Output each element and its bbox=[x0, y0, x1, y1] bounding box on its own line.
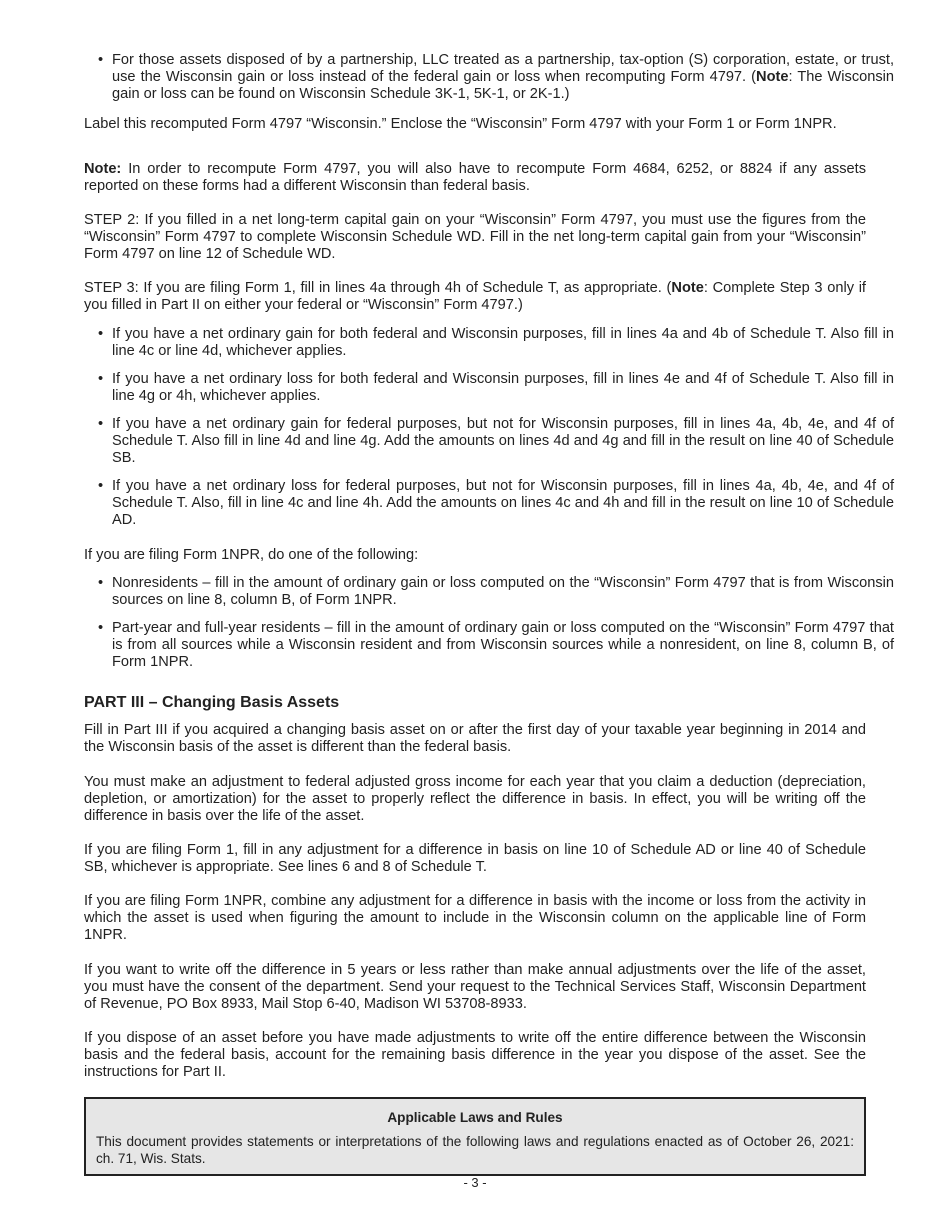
label-paragraph: Label this recomputed Form 4797 “Wisconsin.” Enclose the “Wisconsin” Form 4797 with your Form 1 or Form 1NPR. bbox=[84, 116, 837, 132]
step-2-paragraph: STEP 2: If you filled in a net long-term capital gain on your “Wisconsin” Form 4797, you must use the figures from the “Wisconsin” Form 4797 to complete Wisconsin Schedule WD. Fill in the net long-term capital gain from your “Wisconsin” Form 4797 on line 12 of Schedule WD. bbox=[84, 212, 866, 262]
step-3-bullet-4: • If you have a net ordinary loss for federal purposes, but not for Wisconsin purposes, fill in lines 4a, 4b, 4e, and 4f of Schedule T. Also, fill in line 4c and line 4h. Add the amounts on lines 4c and 4h and fill in the result on line 10 of Schedule AD. bbox=[84, 478, 894, 529]
page-number: - 3 - bbox=[463, 1175, 487, 1190]
part-3-paragraph-5: If you want to write off the difference in 5 years or less rather than make annual adjustments over the life of the asset, you must have the consent of the department. Send your request to the Technical Services Staff, Wisconsin Department of Revenue, PO Box 8933, Mail Stop 6-40, Madison WI 53708-8933. bbox=[84, 962, 866, 1012]
step-3-bullet-2: • If you have a net ordinary loss for both federal and Wisconsin purposes, fill in lines 4e and 4f of Schedule T. Also fill in line 4g or 4h, whichever applies. bbox=[84, 371, 894, 405]
applicable-laws-box bbox=[84, 1097, 866, 1176]
part-3-paragraph-4: If you are filing Form 1NPR, combine any adjustment for a difference in basis with the income or loss from the activity in which the asset is used when figuring the amount to include in the Wisconsin column on the applicable line of Form 1NPR. bbox=[84, 893, 866, 943]
applicable-laws-title: Applicable Laws and Rules bbox=[387, 1110, 563, 1125]
step-3-bullet-1: • If you have a net ordinary gain for both federal and Wisconsin purposes, fill in lines 4a and 4b of Schedule T. Also fill in line 4c or line 4d, whichever applies. bbox=[84, 326, 894, 360]
applicable-laws-text: This document provides statements or interpretations of the following laws and regulations enacted as of October 26, 2021: ch. 71, Wis. Stats. bbox=[96, 1134, 854, 1166]
part-3-paragraph-1: Fill in Part III if you acquired a changing basis asset on or after the first day of your taxable year beginning in 2014 and the Wisconsin basis of the asset is different than the federal basis. bbox=[84, 722, 866, 755]
bullet-disposed-assets: • For those assets disposed of by a partnership, LLC treated as a partnership, tax-option (S) corporation, estate, or trust, use the Wisconsin gain or loss instead of the federal gain or loss when recomputing Form 4797. (Note: The Wisconsin gain or loss can be found on Wisconsin Schedule 3K-1, 5K-1, or 2K-1.) bbox=[84, 52, 894, 103]
step-3-bullet-3: • If you have a net ordinary gain for federal purposes, but not for Wisconsin purposes, fill in lines 4a, 4b, 4e, and 4f of Schedule T. Also fill in line 4d and line 4g. Add the amounts on lines 4d and 4g and fill in the result on line 40 of Schedule SB. bbox=[84, 416, 894, 467]
npr-intro: If you are filing Form 1NPR, do one of the following: bbox=[84, 547, 419, 563]
part-3-paragraph-2: You must make an adjustment to federal adjusted gross income for each year that you claim a deduction (depreciation, depletion, or amortization) for the asset to properly reflect the difference in basis. In effect, you will be writing off the difference in basis over the life of the asset. bbox=[84, 774, 866, 824]
recompute-note: Note: In order to recompute Form 4797, you will also have to recompute Form 4684, 6252, or 8824 if any assets reported on these forms had a different Wisconsin than federal basis. bbox=[84, 161, 866, 194]
step-3-paragraph: STEP 3: If you are filing Form 1, fill in lines 4a through 4h of Schedule T, as appropriate. (Note: Complete Step 3 only if you filled in Part II on either your federal or “Wisconsin” Form 4797.) bbox=[84, 280, 866, 313]
part-3-heading: PART III – Changing Basis Assets bbox=[84, 694, 340, 711]
npr-bullet-nonresidents: • Nonresidents – fill in the amount of ordinary gain or loss computed on the “Wisconsin” Form 4797 that is from Wisconsin sources on line 8, column B, of Form 1NPR. bbox=[84, 575, 894, 609]
npr-bullet-residents: • Part-year and full-year residents – fill in the amount of ordinary gain or loss computed on the “Wisconsin” Form 4797 that is from all sources while a Wisconsin resident and from Wisconsin sources while a nonresident, on line 8, column B, of Form 1NPR. bbox=[84, 620, 894, 671]
part-3-paragraph-6: If you dispose of an asset before you have made adjustments to write off the entire difference between the Wisconsin basis and the federal basis, account for the remaining basis difference in the year you dispose of the asset. See the instructions for Part II. bbox=[84, 1030, 866, 1080]
part-3-paragraph-3: If you are filing Form 1, fill in any adjustment for a difference in basis on line 10 of Schedule AD or line 40 of Schedule SB, whichever is appropriate. See lines 6 and 8 of Schedule T. bbox=[84, 842, 866, 875]
